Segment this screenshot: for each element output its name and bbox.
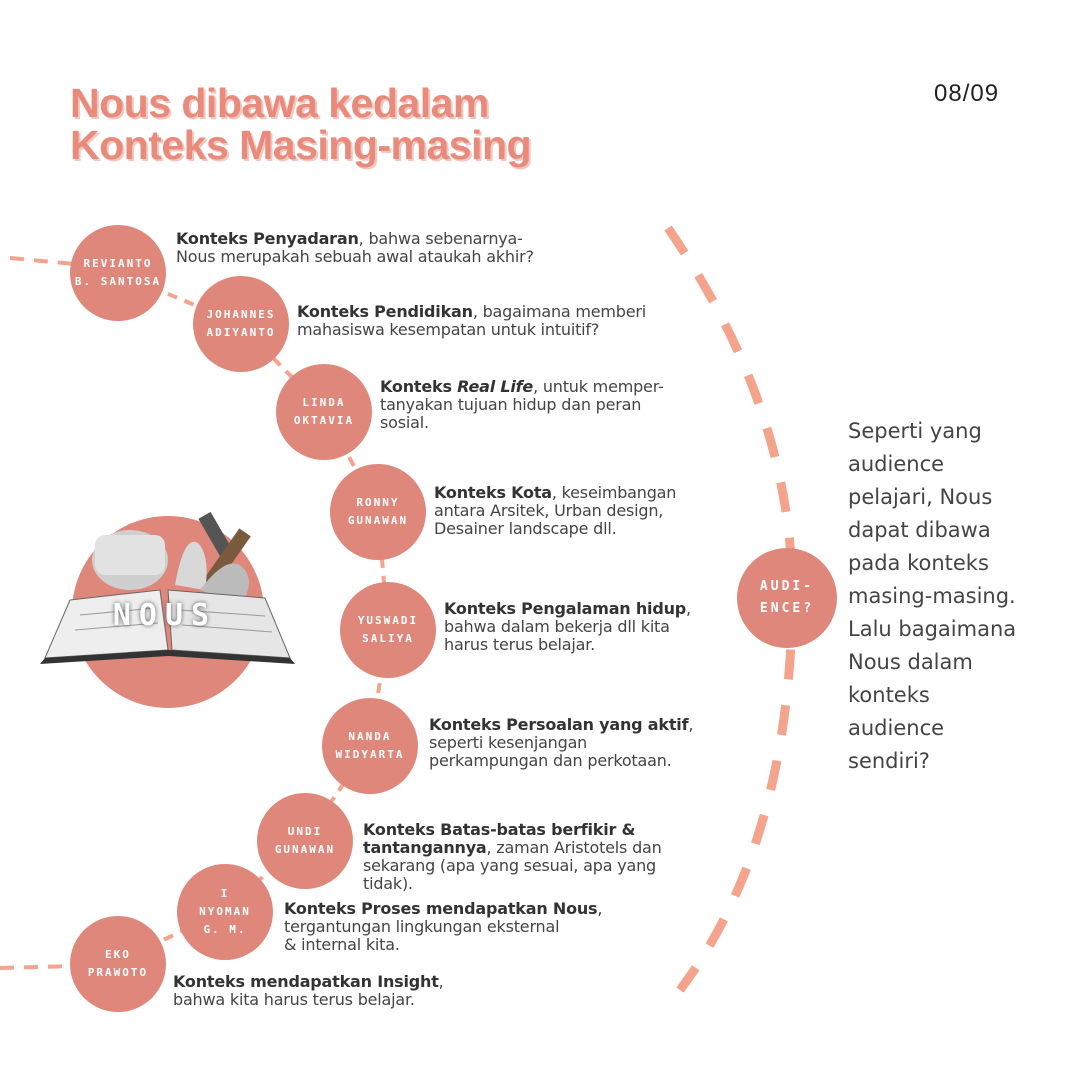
context-title: Konteks Kota bbox=[434, 483, 552, 502]
context-desc-kota bbox=[434, 484, 676, 538]
context-desc-real-life bbox=[380, 378, 664, 432]
side-line: Seperti yang bbox=[848, 419, 982, 443]
page-number: 08/09 bbox=[934, 80, 1000, 107]
person-node-linda: LINDA OKTAVIA bbox=[276, 364, 372, 460]
open-book-with-hands-icon bbox=[40, 490, 300, 670]
side-line: Lalu bagaimana bbox=[848, 617, 1017, 641]
context-title-italic: Real Life bbox=[457, 377, 534, 396]
context-desc-persoalan bbox=[429, 716, 693, 770]
side-line: pelajari, Nous bbox=[848, 485, 993, 509]
person-node-yuswadi: YUSWADI SALIYA bbox=[340, 582, 436, 678]
context-title: Konteks mendapatkan Insight bbox=[173, 972, 439, 991]
context-title: Konteks Penyadaran bbox=[176, 229, 359, 248]
context-text: , keseimbangan antara Arsitek, Urban design, Desainer landscape dll. bbox=[434, 483, 677, 538]
context-text: , untuk memper- tanyakan tujuan hidup dan peran sosial. bbox=[380, 377, 664, 432]
context-title: Konteks bbox=[380, 377, 458, 396]
title-line-1: Nous dibawa kedalam bbox=[70, 80, 489, 126]
audience-node: AUDI- ENCE? bbox=[737, 548, 837, 648]
context-text: , seperti kesenjangan perkampungan dan perkotaan. bbox=[429, 715, 694, 770]
context-text: , bahwa kita harus terus belajar. bbox=[173, 972, 444, 1009]
side-line: dapat dibawa bbox=[848, 518, 991, 542]
context-desc-batas bbox=[363, 803, 662, 893]
side-line: pada konteks bbox=[848, 551, 989, 575]
context-title: Konteks Persoalan yang aktif bbox=[429, 715, 689, 734]
side-line: sendiri? bbox=[848, 749, 930, 773]
context-text: , bahwa sebenarnya- Nous merupakah sebuah awal ataukah akhir? bbox=[176, 229, 534, 266]
context-text: , bahwa dalam bekerja dll kita harus terus belajar. bbox=[444, 599, 691, 654]
side-line: audience bbox=[848, 716, 945, 740]
side-line: Nous dalam bbox=[848, 650, 973, 674]
person-node-johannes: JOHANNES ADIYANTO bbox=[193, 276, 289, 372]
nous-label: NOUS bbox=[112, 598, 218, 633]
person-node-undi: UNDI GUNAWAN bbox=[257, 793, 353, 889]
person-node-eko: EKO PRAWOTO bbox=[70, 916, 166, 1012]
side-line: masing-masing. bbox=[848, 584, 1016, 608]
context-desc-pendidikan bbox=[297, 303, 646, 339]
side-line: audience bbox=[848, 452, 945, 476]
context-title: Konteks Pengalaman hidup bbox=[444, 599, 687, 618]
bottom-lead-line bbox=[0, 966, 75, 968]
context-text: , zaman Aristotels dan sekarang (apa yang sesuai, apa yang tidak). bbox=[363, 838, 662, 893]
context-desc-penyadaran bbox=[176, 230, 534, 266]
person-node-nanda: NANDA WIDYARTA bbox=[322, 698, 418, 794]
title-line-2: Konteks Masing-masing bbox=[70, 122, 532, 168]
person-node-ronny: RONNY GUNAWAN bbox=[330, 464, 426, 560]
side-line: konteks bbox=[848, 683, 930, 707]
context-title: Konteks Proses mendapatkan Nous bbox=[284, 899, 598, 918]
context-title: Konteks Batas-batas berfikir & tantangannya bbox=[363, 820, 636, 857]
context-text: , tergantungan lingkungan eksternal & internal kita. bbox=[284, 899, 603, 954]
page-title bbox=[70, 82, 531, 166]
context-desc-proses bbox=[284, 900, 602, 954]
context-title: Konteks Pendidikan bbox=[297, 302, 473, 321]
context-desc-insight bbox=[173, 973, 444, 1009]
audience-question-text bbox=[848, 415, 1048, 778]
context-text: , bagaimana memberi mahasiswa kesempatan untuk intuitif? bbox=[297, 302, 647, 339]
person-node-nyoman: I NYOMAN G. M. bbox=[177, 864, 273, 960]
top-lead-line bbox=[10, 258, 75, 264]
context-desc-pengalaman bbox=[444, 600, 691, 654]
person-node-revianto: REVIANTO B. SANTOSA bbox=[70, 225, 166, 321]
